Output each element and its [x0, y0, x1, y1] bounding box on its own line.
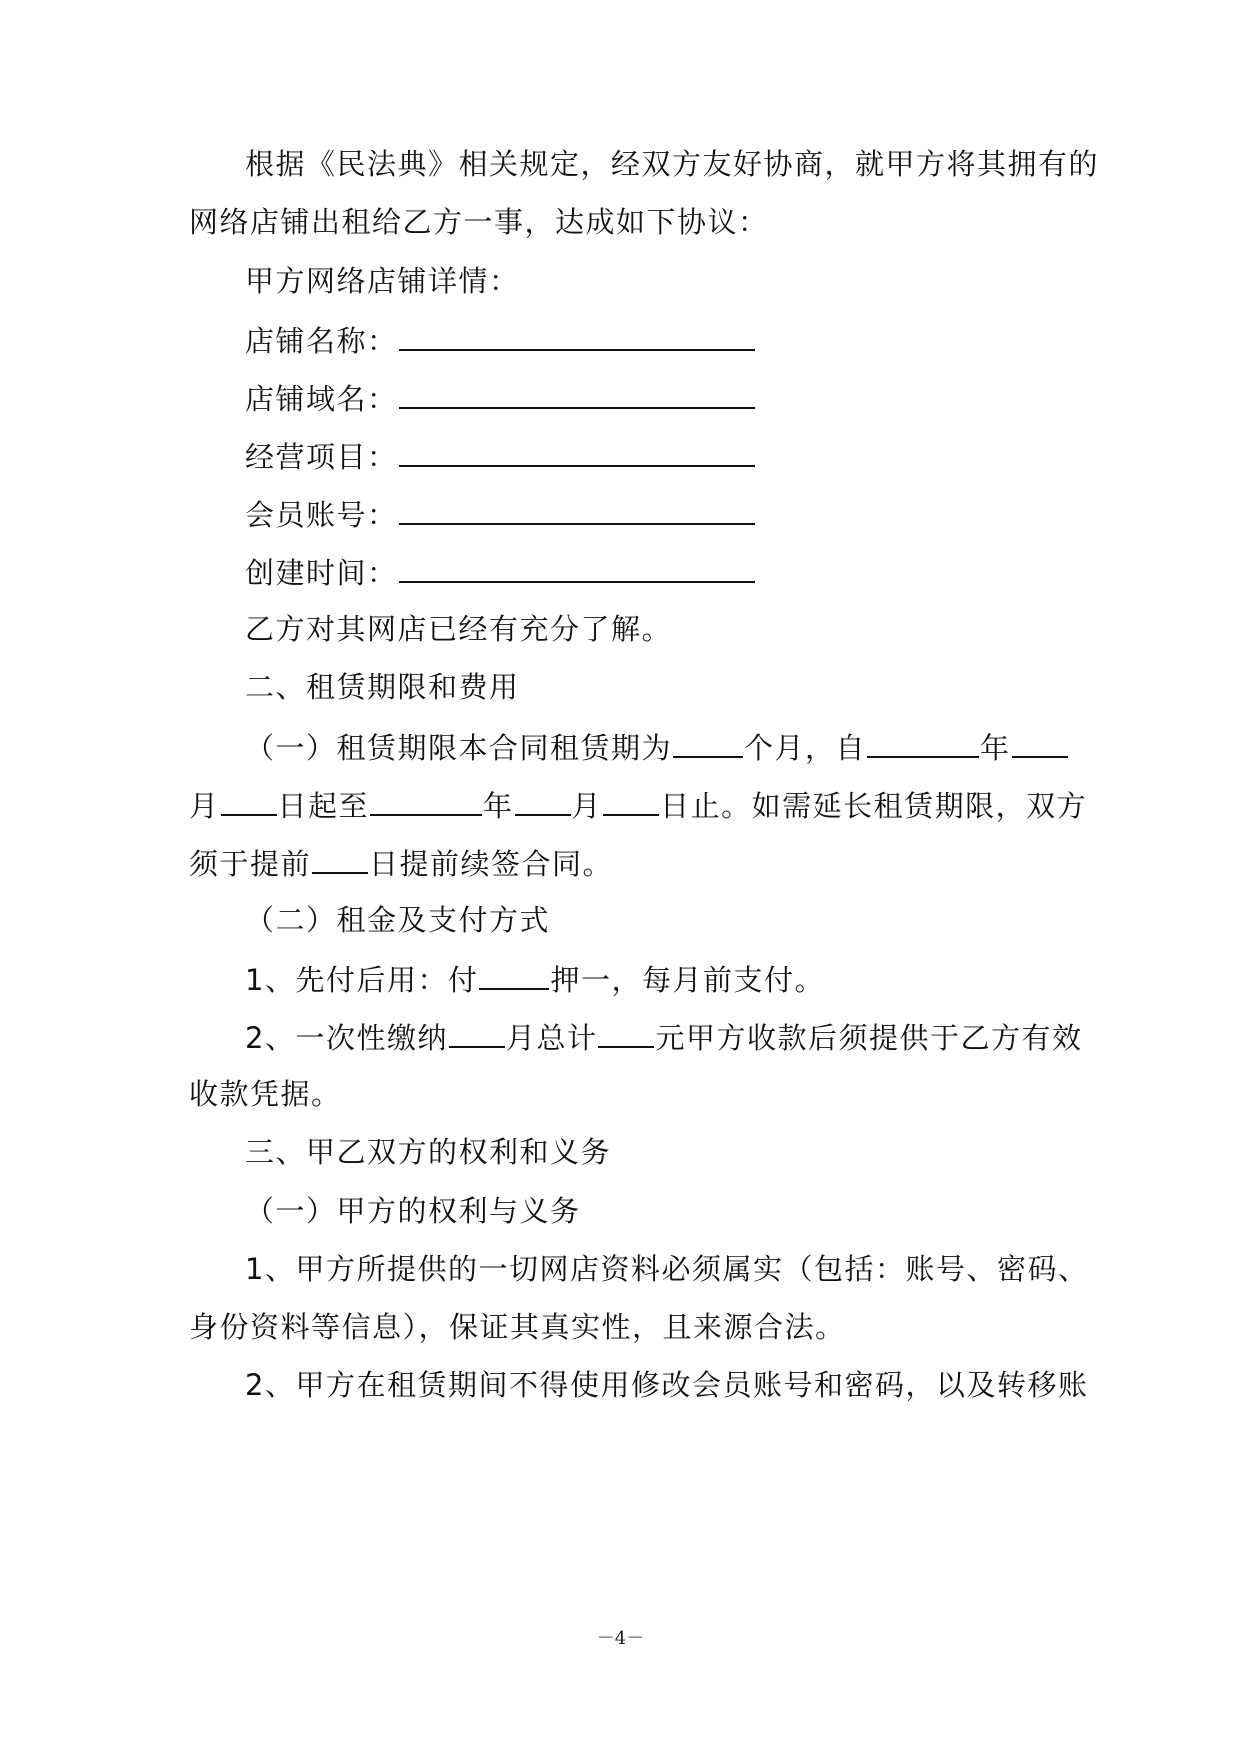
- text: 日提前续签合同。: [369, 847, 614, 881]
- section-2-title: [245, 667, 520, 707]
- paragraph-intro-line1: [245, 144, 1099, 184]
- field-label: 经营项目：: [245, 440, 398, 474]
- fill-blank: [399, 319, 755, 351]
- fill-blank: [479, 958, 549, 990]
- text: 月总计: [505, 1021, 598, 1055]
- text: 日起至: [277, 789, 370, 823]
- rent-payment-heading: [245, 900, 550, 940]
- text: 二、租赁期限和费用: [245, 670, 520, 704]
- field-created-time: [245, 551, 756, 593]
- text: （一）甲方的权利与义务: [245, 1194, 581, 1228]
- paragraph-understood: [245, 609, 672, 649]
- field-label: 会员账号：: [245, 498, 398, 532]
- text: 甲方网络店铺详情：: [245, 264, 520, 298]
- fill-blank: [867, 726, 979, 758]
- text: 日止。如需延长租赁期限，双方: [660, 789, 1088, 823]
- text: 元甲方收款后须提供于乙方有效: [655, 1021, 1083, 1055]
- fill-blank: [673, 726, 743, 758]
- text: （二）租金及支付方式: [245, 903, 551, 937]
- fill-blank: [449, 1016, 505, 1048]
- paragraph-intro-line2: [189, 202, 769, 242]
- payment-item-1: [245, 958, 825, 1000]
- text: 1、先付后用：付: [245, 963, 479, 997]
- lease-term-line2: [189, 784, 1087, 826]
- fill-blank: [515, 784, 571, 816]
- section-3-title: [245, 1132, 611, 1172]
- text: 乙方对其网店已经有充分了解。: [245, 612, 673, 646]
- lease-term-line1: [245, 726, 1069, 768]
- text: 月: [189, 789, 220, 823]
- text: 收款凭据。: [189, 1077, 342, 1111]
- field-label: 店铺名称：: [245, 324, 398, 358]
- text: 1、甲方所提供的一切网店资料必须属实（包括：账号、密码、: [245, 1252, 1089, 1286]
- party-a-item-1-line1: [245, 1249, 1088, 1289]
- fill-blank: [312, 842, 368, 874]
- field-shop-domain: [245, 377, 756, 419]
- text: 月: [571, 789, 603, 823]
- text: 三、甲乙双方的权利和义务: [245, 1135, 612, 1169]
- text: 身份资料等信息），保证其真实性，且来源合法。: [189, 1310, 846, 1344]
- fill-blank: [399, 551, 755, 583]
- shop-details-heading: [245, 261, 520, 301]
- fill-blank: [603, 784, 659, 816]
- text: 网络店铺出租给乙方一事，达成如下协议：: [189, 205, 769, 239]
- text: 2、一次性缴纳: [245, 1021, 448, 1055]
- payment-item-2-line1: [245, 1016, 1082, 1058]
- text: （一）租赁期限本合同租赁期为: [245, 731, 673, 765]
- text: 2、甲方在租赁期间不得使用修改会员账号和密码，以及转移账: [245, 1368, 1089, 1402]
- field-shop-name: [245, 319, 756, 361]
- text: 年: [980, 731, 1011, 765]
- text: 年: [483, 789, 514, 823]
- fill-blank: [598, 1016, 654, 1048]
- fill-blank: [1012, 726, 1068, 758]
- party-a-rights-heading: [245, 1191, 581, 1231]
- text: 押一，每月前支付。: [550, 963, 825, 997]
- text: 个月，自: [744, 731, 867, 765]
- party-a-item-2-line1: [245, 1365, 1088, 1405]
- fill-blank: [399, 377, 755, 409]
- text: 根据《民法典》相关规定，经双方友好协商，就甲方将其拥有的: [245, 147, 1100, 181]
- field-label: 店铺域名：: [245, 382, 398, 416]
- fill-blank: [399, 493, 755, 525]
- payment-item-2-line2: [189, 1074, 342, 1114]
- page-number: －4－: [596, 1628, 645, 1649]
- lease-term-line3: [189, 842, 613, 884]
- text: 须于提前: [189, 847, 312, 881]
- field-member-account: [245, 493, 756, 535]
- field-label: 创建时间：: [245, 556, 398, 590]
- fill-blank: [221, 784, 277, 816]
- party-a-item-1-line2: [189, 1307, 846, 1347]
- fill-blank: [370, 784, 482, 816]
- fill-blank: [399, 435, 755, 467]
- field-business-scope: [245, 435, 756, 477]
